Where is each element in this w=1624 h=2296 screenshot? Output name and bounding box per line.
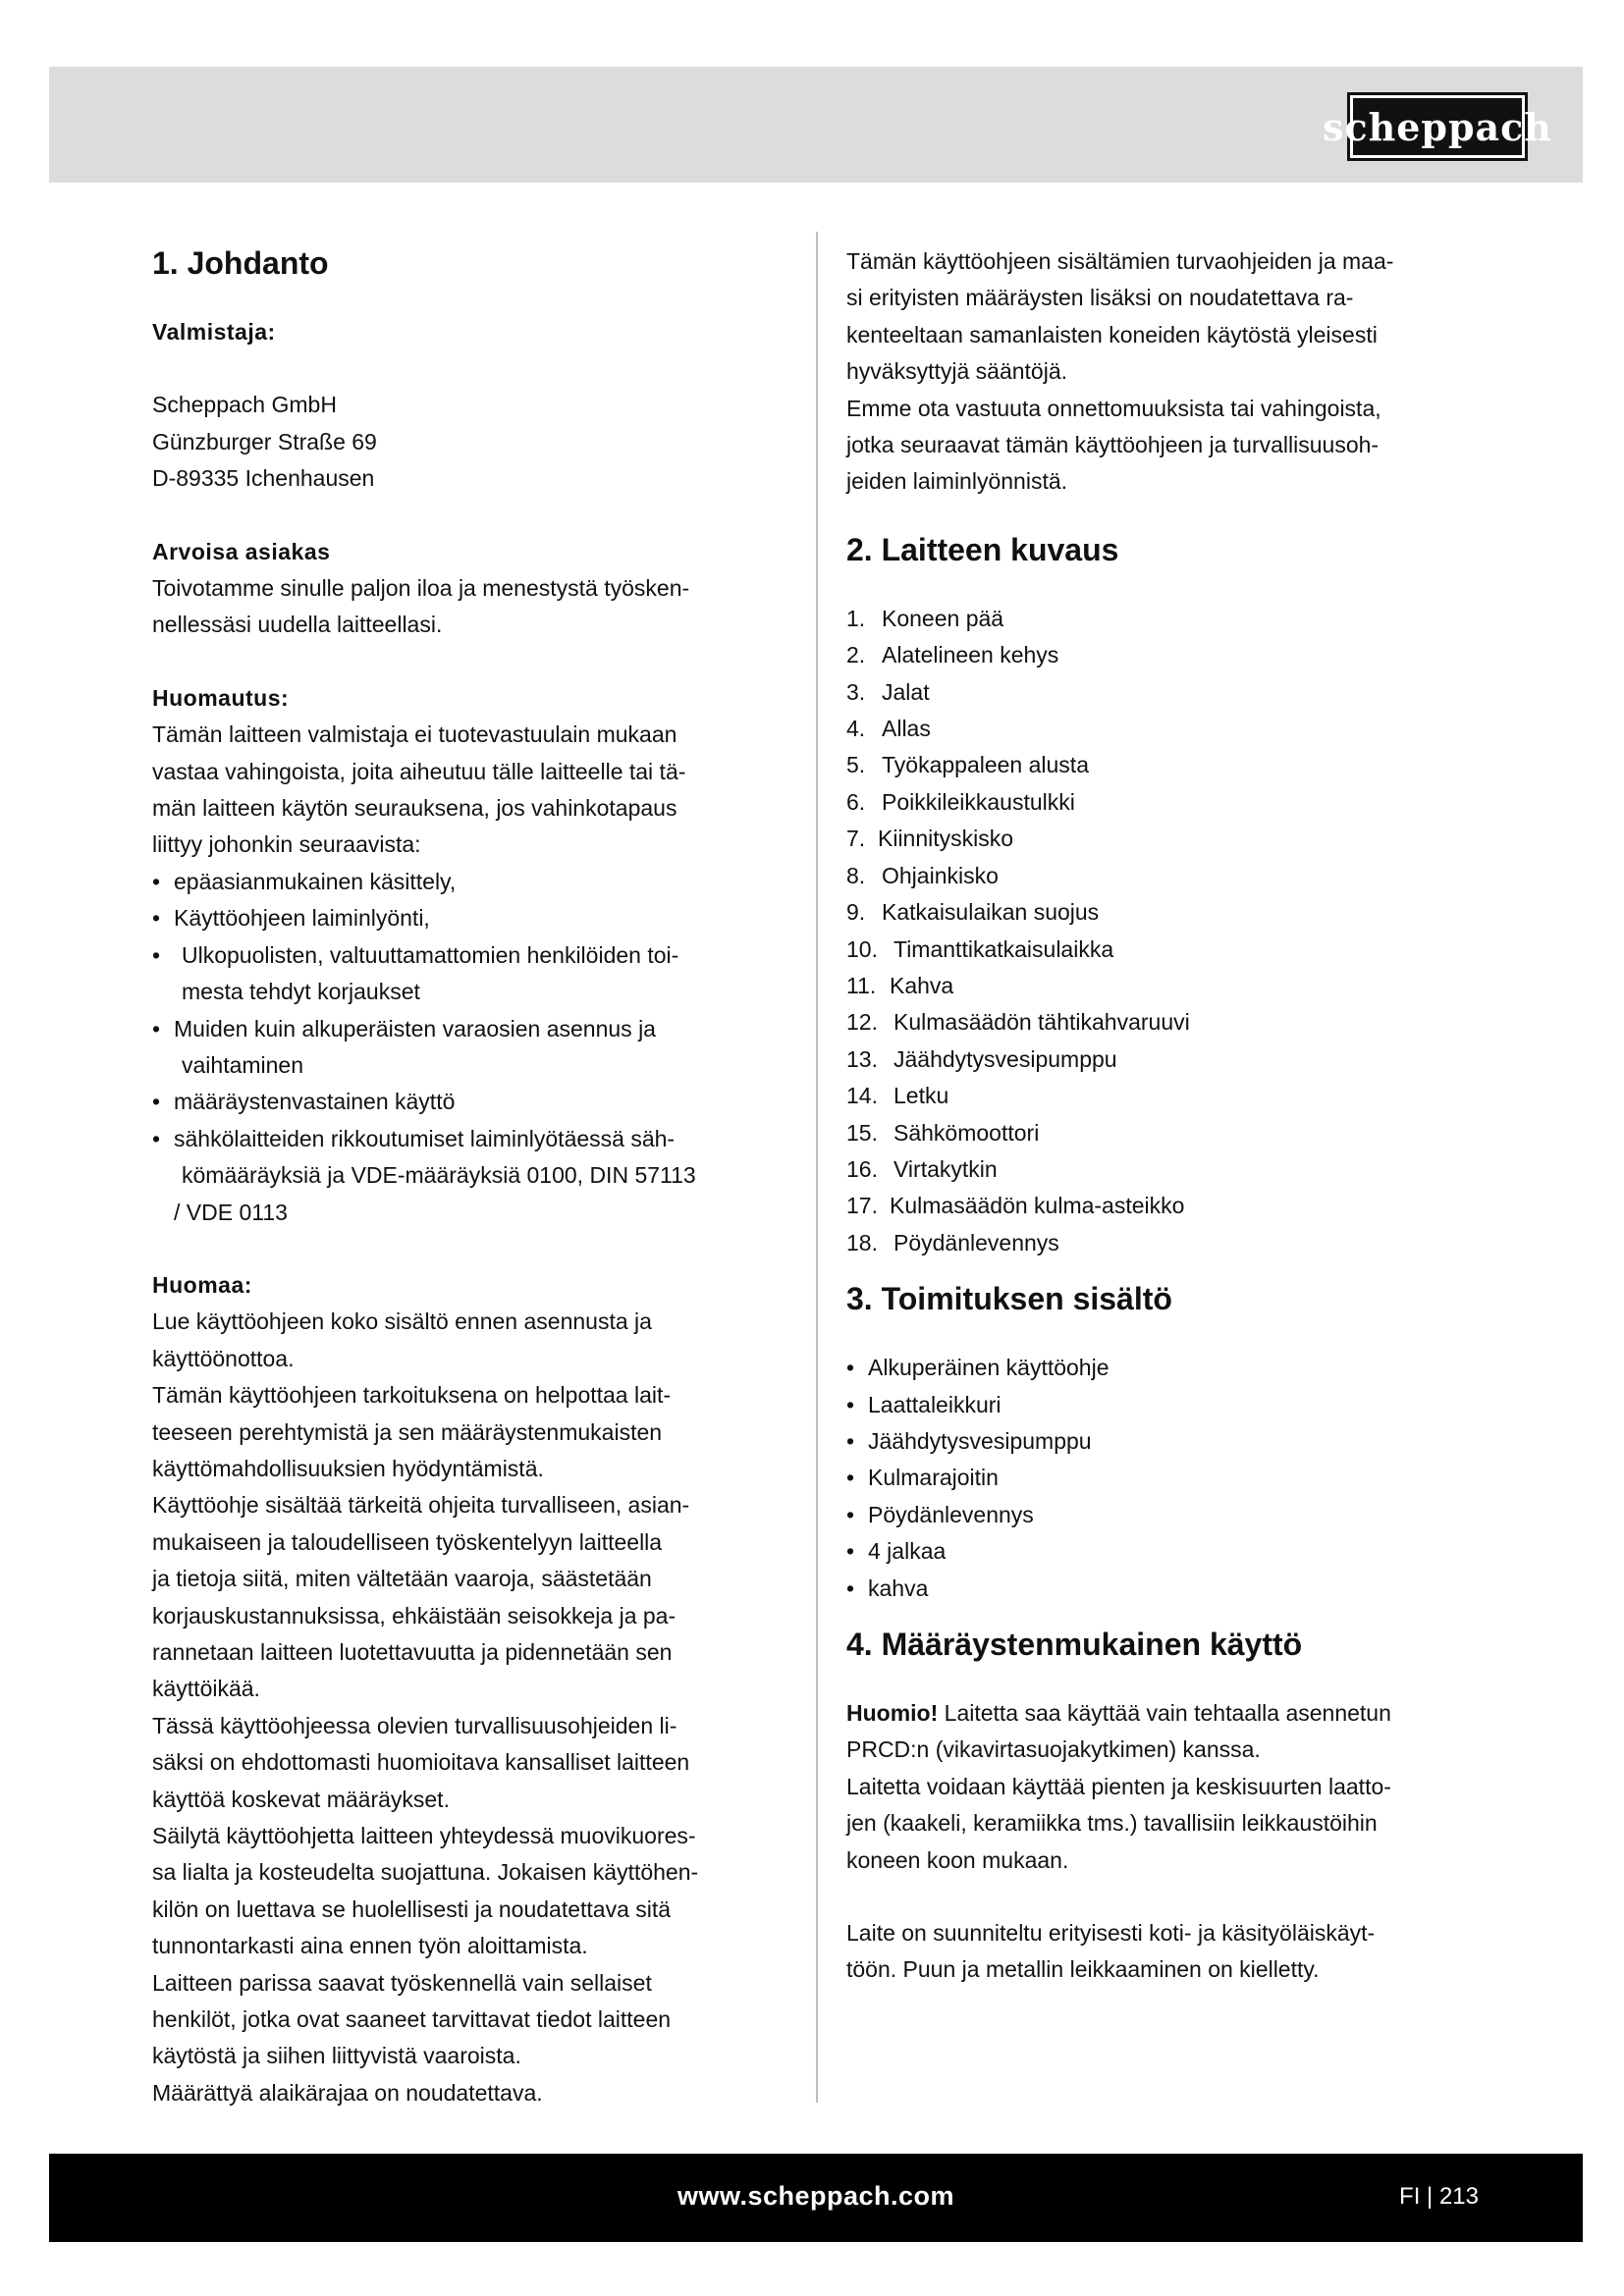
address-line: D-89335 Ichenhausen <box>152 465 375 492</box>
text-line: tunnontarkasti aina ennen työn aloittamista. <box>152 1933 588 1959</box>
text-line: henkilöt, jotka ovat saaneet tarvittavat tiedot laitteen <box>152 2006 672 2033</box>
text-line: mukaiseen ja taloudelliseen työskentelyyn laitteella <box>152 1528 663 1555</box>
website-link[interactable]: www.scheppach.com <box>677 2181 955 2211</box>
item-number: 10. <box>846 935 878 962</box>
list-item: • Kulmarajoitin <box>846 1460 1483 1496</box>
item-number: 5. <box>846 752 866 778</box>
text-line: Laitteen parissa saavat työskennellä vain sellaiset <box>152 1969 652 1996</box>
text-line: korjauskustannuksissa, ehkäistään seisokkeja ja pa- <box>152 1602 677 1629</box>
attention-label: Huomio! <box>846 1700 939 1726</box>
list-item <box>846 894 1483 931</box>
text-line: säksi on ehdottomasti huomioitava kansalliset laitteen <box>152 1749 690 1776</box>
header-band <box>49 67 1583 183</box>
note-text <box>152 717 795 864</box>
list-item <box>846 784 1483 821</box>
text-line: Ulkopuolisten, valtuuttamattomien henkilöiden toi- <box>182 941 679 968</box>
text-line: rannetaan laitteen luotettavuutta ja pidennetään sen <box>152 1639 673 1665</box>
intended-use-text <box>846 1695 1483 1989</box>
list-item <box>152 900 795 936</box>
list-item <box>846 1225 1483 1261</box>
text-line: nellessäsi uudella laitteellasi. <box>152 612 443 638</box>
text-line: teeseen perehtymistä ja sen määräystenmukaisten <box>152 1418 663 1445</box>
manufacturer-label: Valmistaja: <box>152 319 276 345</box>
section-2-title: 2. Laitteen kuvaus <box>846 531 1119 567</box>
item-text: Alatelineen kehys <box>882 642 1059 668</box>
safety-intro-text <box>846 243 1483 501</box>
item-number: 11. <box>846 972 877 998</box>
text-line: hyväksyttyjä sääntöjä. <box>846 358 1068 385</box>
text-line: koneen koon mukaan. <box>846 1846 1069 1873</box>
item-text: Jäähdytysvesipumppu <box>893 1045 1117 1072</box>
address-line: Scheppach GmbH <box>152 392 337 418</box>
text-line: Lue käyttöohjeen koko sisältö ennen asennusta ja <box>152 1308 652 1335</box>
list-item <box>846 1078 1483 1114</box>
item-text: Koneen pää <box>882 605 1004 631</box>
text-line: Toivotamme sinulle paljon iloa ja menestystä työsken- <box>152 575 690 602</box>
text-line: Tämän käyttöohjeen sisältämien turvaohjeiden ja maa- <box>846 248 1394 274</box>
item-text: Poikkileikkaustulkki <box>882 788 1075 815</box>
list-item: • Laattaleikkuri <box>846 1387 1483 1423</box>
text-line: män laitteen käytön seurauksena, jos vahinkotapaus <box>152 795 677 822</box>
item-number: 8. <box>846 862 866 888</box>
list-item <box>152 1011 795 1085</box>
list-item <box>846 601 1483 637</box>
note-label: Huomautus: <box>152 684 290 711</box>
item-text: Pöydänlevennys <box>893 1229 1059 1255</box>
text-line: käytöstä ja siihen liittyvistä vaaroista. <box>152 2043 521 2069</box>
column-divider <box>816 232 818 2103</box>
item-number: 16. <box>846 1155 878 1182</box>
scheppach-logo: scheppach <box>1347 92 1528 161</box>
text-line: jen (kaakeli, keramiikka tms.) tavallisiin leikkaustöihin <box>846 1810 1378 1837</box>
list-item <box>846 1115 1483 1151</box>
list-item <box>846 747 1483 783</box>
notice-label: Huomaa: <box>152 1271 252 1298</box>
section-4-title: 4. Määräystenmukainen käyttö <box>846 1627 1303 1662</box>
dear-customer-label: Arvoisa asiakas <box>152 538 331 564</box>
text-line: mesta tehdyt korjaukset <box>182 979 420 1005</box>
list-item <box>846 711 1483 747</box>
list-item <box>152 1121 795 1231</box>
item-number: 7. <box>846 826 866 852</box>
list-item <box>846 1004 1483 1041</box>
item-number: 6. <box>846 788 866 815</box>
text-line: jeiden laiminlyönnistä. <box>846 468 1068 495</box>
note-bullet-list <box>152 864 795 1231</box>
item-text: Jalat <box>882 678 930 705</box>
item-number: 18. <box>846 1229 878 1255</box>
dear-customer-text <box>152 570 795 644</box>
list-item <box>152 864 795 900</box>
text-line: käyttöikää. <box>152 1676 260 1702</box>
list-item <box>846 637 1483 673</box>
list-item <box>846 821 1483 857</box>
list-item <box>846 1151 1483 1188</box>
notice-text <box>152 1304 795 2111</box>
item-number: 3. <box>846 678 866 705</box>
list-item <box>846 1041 1483 1078</box>
text-line: epäasianmukainen käsittely, <box>174 868 457 894</box>
item-number: 9. <box>846 899 866 926</box>
text-span: Laitetta saa käyttää vain tehtaalla asennetun <box>938 1700 1391 1726</box>
list-item <box>846 1188 1483 1224</box>
item-number: 14. <box>846 1083 878 1109</box>
text-line: kilön on luettava se huolellisesti ja noudatettava sitä <box>152 1896 672 1922</box>
text-line: PRCD:n (vikavirtasuojakytkimen) kanssa. <box>846 1736 1261 1763</box>
text-line: si erityisten määräysten lisäksi on noudatettava ra- <box>846 285 1354 311</box>
item-text: Sähkömoottori <box>893 1119 1040 1146</box>
text-line: Säilytä käyttöohjetta laitteen yhteydessä muovikuores- <box>152 1823 696 1849</box>
parts-list <box>846 601 1483 1261</box>
text-line: liittyy johonkin seuraavista: <box>152 831 421 858</box>
list-item <box>846 968 1483 1004</box>
list-item <box>846 858 1483 894</box>
list-item <box>152 1084 795 1120</box>
text-line: Käyttöohjeen laiminlyönti, <box>174 905 430 932</box>
list-item <box>846 674 1483 711</box>
item-number: 13. <box>846 1045 878 1072</box>
footer-bar <box>49 2154 1583 2242</box>
left-column <box>152 236 795 2111</box>
text-line: käyttöä koskevat määräykset. <box>152 1786 450 1812</box>
manufacturer-address <box>152 387 795 497</box>
text-line: käyttömahdollisuuksien hyödyntämistä. <box>152 1455 544 1481</box>
text-line: käyttöönottoa. <box>152 1345 295 1371</box>
list-item: • 4 jalkaa <box>846 1533 1483 1570</box>
text-line: jotka seuraavat tämän käyttöohjeen ja turvallisuusoh- <box>846 432 1380 458</box>
list-item: • kahva <box>846 1571 1483 1607</box>
item-text: Allas <box>882 716 931 742</box>
item-text: Kiinnityskisko <box>878 826 1014 852</box>
list-item: • Alkuperäinen käyttöohje <box>846 1350 1483 1386</box>
item-number: 2. <box>846 642 866 668</box>
address-line: Günzburger Straße 69 <box>152 428 377 454</box>
text-line: / VDE 0113 <box>174 1199 288 1225</box>
item-number: 12. <box>846 1009 878 1036</box>
item-number: 4. <box>846 716 866 742</box>
item-text: Kahva <box>890 972 954 998</box>
text-line: Tässä käyttöohjeessa olevien turvallisuusohjeiden li- <box>152 1712 677 1738</box>
text-line: Tämän laitteen valmistaja ei tuotevastuulain mukaan <box>152 721 677 748</box>
item-text: Virtakytkin <box>893 1155 998 1182</box>
item-text: Ohjainkisko <box>882 862 999 888</box>
list-item: • Jäähdytysvesipumppu <box>846 1423 1483 1460</box>
item-text: Työkappaleen alusta <box>882 752 1089 778</box>
text-line: määräystenvastainen käyttö <box>174 1089 456 1115</box>
text-line: Muiden kuin alkuperäisten varaosien asennus ja <box>174 1015 656 1041</box>
text-line: Laite on suunniteltu erityisesti koti- ja käsityöläiskäyt- <box>846 1920 1376 1947</box>
text-line: sa lialta ja kosteudelta suojattuna. Jokaisen käyttöhen- <box>152 1859 699 1886</box>
text-line: töön. Puun ja metallin leikkaaminen on kielletty. <box>846 1956 1320 1983</box>
list-item: • Pöydänlevennys <box>846 1497 1483 1533</box>
item-number: 1. <box>846 605 866 631</box>
text-line: Emme ota vastuuta onnettomuuksista tai vahingoista, <box>846 395 1381 421</box>
text-line: Käyttöohje sisältää tärkeitä ohjeita turvalliseen, asian- <box>152 1492 690 1519</box>
list-item <box>846 932 1483 968</box>
page-number: FI | 213 <box>1399 2183 1479 2210</box>
item-text: Letku <box>893 1083 949 1109</box>
list-item <box>152 937 795 1011</box>
text-line: vaihtaminen <box>182 1051 304 1078</box>
text-line: kenteeltaan samanlaisten koneiden käytöstä yleisesti <box>846 321 1378 347</box>
delivery-list <box>846 1350 1483 1607</box>
item-number: 15. <box>846 1119 878 1146</box>
item-number: 17. <box>846 1193 878 1219</box>
item-text: Katkaisulaikan suojus <box>882 899 1100 926</box>
text-line: vastaa vahingoista, joita aiheutuu tälle laitteelle tai tä- <box>152 758 686 784</box>
text-line <box>846 1695 1483 1732</box>
item-text: Kulmasäädön tähtikahvaruuvi <box>893 1009 1190 1036</box>
text-line: Laitetta voidaan käyttää pienten ja keskisuurten laatto- <box>846 1773 1391 1799</box>
text-line: Määrättyä alaikärajaa on noudatettava. <box>152 2079 543 2106</box>
right-column <box>846 236 1483 1989</box>
section-3-title: 3. Toimituksen sisältö <box>846 1281 1172 1317</box>
text-line: kömääräyksiä ja VDE-määräyksiä 0100, DIN 57113 <box>182 1162 696 1189</box>
text-line: Tämän käyttöohjeen tarkoituksena on helpottaa lait- <box>152 1382 672 1409</box>
item-text: Kulmasäädön kulma-asteikko <box>890 1193 1185 1219</box>
item-text: Timanttikatkaisulaikka <box>893 935 1114 962</box>
text-line: sähkölaitteiden rikkoutumiset laiminlyötäessä säh- <box>174 1125 676 1151</box>
section-1-title: 1. Johdanto <box>152 245 329 281</box>
text-line: ja tietoja siitä, miten vältetään vaaroja, säästetään <box>152 1566 652 1592</box>
